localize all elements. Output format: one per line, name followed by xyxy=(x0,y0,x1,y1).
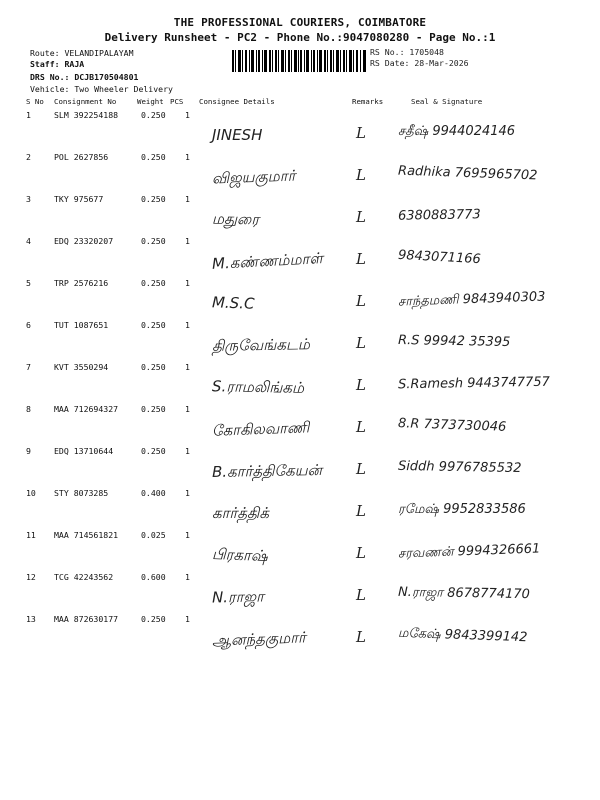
weight-value: 0.250 xyxy=(141,194,166,204)
consignee-handwriting: திருவேங்கடம் xyxy=(211,335,311,355)
consignee-handwriting: S.ராமலிங்கம் xyxy=(211,377,305,397)
consignee-handwriting: N.ராஜா xyxy=(211,587,265,607)
serial-number: 6 xyxy=(26,320,31,330)
remark-mark: L xyxy=(356,334,366,352)
remark-mark: L xyxy=(356,250,366,268)
pcs-count: 1 xyxy=(185,446,190,456)
col-header-consignment: Consignment No xyxy=(54,97,117,106)
consignment-number: MAA 714561821 xyxy=(54,530,119,540)
col-header-weight: Weight xyxy=(137,97,164,106)
consignee-handwriting: பிரகாஷ் xyxy=(211,545,268,565)
serial-number: 11 xyxy=(26,530,36,540)
remark-mark: L xyxy=(356,460,366,478)
remark-mark: L xyxy=(356,166,366,184)
remark-mark: L xyxy=(356,586,366,604)
consignment-number: EDQ 23320207 xyxy=(54,236,114,246)
consignment-number: POL 2627856 xyxy=(54,152,109,162)
vehicle-text: Vehicle: Two Wheeler Delivery xyxy=(30,84,173,94)
serial-number: 3 xyxy=(26,194,31,204)
route-text: Route: VELANDIPALAYAM xyxy=(30,48,134,58)
signature-handwriting: 6380883773 xyxy=(397,207,481,224)
serial-number: 8 xyxy=(26,404,31,414)
consignment-number: TKY 975677 xyxy=(54,194,104,204)
signature-handwriting: Radhika 7695965702 xyxy=(397,163,538,184)
weight-value: 0.250 xyxy=(141,278,166,288)
consignment-number: EDQ 13710644 xyxy=(54,446,114,456)
pcs-count: 1 xyxy=(185,530,190,540)
remark-mark: L xyxy=(356,628,366,646)
weight-value: 0.250 xyxy=(141,152,166,162)
serial-number: 2 xyxy=(26,152,31,162)
consignment-number: TRP 2576216 xyxy=(54,278,109,288)
consignee-handwriting: விஜயகுமார் xyxy=(211,166,296,188)
serial-number: 9 xyxy=(26,446,31,456)
consignee-handwriting: கார்த்திக் xyxy=(212,504,269,522)
remark-mark: L xyxy=(356,208,366,226)
weight-value: 0.250 xyxy=(141,614,166,624)
weight-value: 0.250 xyxy=(141,446,166,456)
signature-handwriting: சாந்தமணி 9843940303 xyxy=(397,289,546,310)
signature-handwriting: சரவணன் 9994326661 xyxy=(397,541,541,562)
col-header-consignee: Consignee Details xyxy=(199,97,275,106)
weight-value: 0.400 xyxy=(141,488,166,498)
consignment-number: MAA 712694327 xyxy=(54,404,119,414)
pcs-count: 1 xyxy=(185,320,190,330)
rs-number: RS No.: 1705048 xyxy=(370,47,444,57)
consignment-number: STY 8073285 xyxy=(54,488,109,498)
weight-value: 0.250 xyxy=(141,236,166,246)
col-header-sno: S No xyxy=(26,97,44,106)
signature-handwriting: மகேஷ் 9843399142 xyxy=(397,625,528,646)
remark-mark: L xyxy=(356,376,366,394)
consignee-handwriting: ஆனந்தகுமார் xyxy=(211,628,307,650)
consignment-number: KVT 3550294 xyxy=(54,362,109,372)
signature-handwriting: சதீஷ் 9944024146 xyxy=(398,124,516,139)
company-title: THE PROFESSIONAL COURIERS, COIMBATORE xyxy=(173,16,427,29)
col-header-remarks: Remarks xyxy=(352,97,384,106)
remark-mark: L xyxy=(356,502,366,520)
pcs-count: 1 xyxy=(185,488,190,498)
pcs-count: 1 xyxy=(185,362,190,372)
signature-handwriting: ரமேஷ் 9952833586 xyxy=(398,502,526,517)
consignee-handwriting: மதுரை xyxy=(211,209,260,229)
consignee-handwriting: JINESH xyxy=(212,126,263,144)
consignee-handwriting: B.கார்த்திகேயன் xyxy=(211,461,323,481)
consignment-number: TUT 1087651 xyxy=(54,320,109,330)
consignment-number: MAA 872630177 xyxy=(54,614,119,624)
remark-mark: L xyxy=(356,544,366,562)
remark-mark: L xyxy=(356,292,366,310)
col-header-pcs: PCS xyxy=(170,97,184,106)
consignee-handwriting: M.S.C xyxy=(211,293,255,313)
consignment-number: TCG 42243562 xyxy=(54,572,114,582)
signature-handwriting: 8.R 7373730046 xyxy=(397,416,507,435)
weight-value: 0.250 xyxy=(141,320,166,330)
pcs-count: 1 xyxy=(185,572,190,582)
runsheet-subtitle: Delivery Runsheet - PC2 - Phone No.:9047080280 - Page No.:1 xyxy=(104,31,496,44)
serial-number: 10 xyxy=(26,488,36,498)
rs-date: RS Date: 28-Mar-2026 xyxy=(370,58,469,68)
pcs-count: 1 xyxy=(185,278,190,288)
signature-handwriting: R.S 99942 35395 xyxy=(397,333,511,350)
drs-number: DRS No.: DCJB170504801 xyxy=(30,72,139,82)
signature-handwriting: Siddh 9976785532 xyxy=(397,458,522,477)
staff-text: Staff: RAJA xyxy=(30,59,85,69)
remark-mark: L xyxy=(356,418,366,436)
col-header-signature: Seal & Signature xyxy=(411,97,483,106)
serial-number: 4 xyxy=(26,236,31,246)
pcs-count: 1 xyxy=(185,236,190,246)
pcs-count: 1 xyxy=(185,110,190,120)
signature-handwriting: S.Ramesh 9443747757 xyxy=(397,374,551,393)
serial-number: 1 xyxy=(26,110,31,120)
weight-value: 0.250 xyxy=(141,362,166,372)
remark-mark: L xyxy=(356,124,366,142)
signature-handwriting: N.ராஜா 8678774170 xyxy=(397,584,530,603)
pcs-count: 1 xyxy=(185,614,190,624)
pcs-count: 1 xyxy=(185,404,190,414)
pcs-count: 1 xyxy=(185,152,190,162)
weight-value: 0.250 xyxy=(141,110,166,120)
serial-number: 5 xyxy=(26,278,31,288)
consignee-handwriting: M.கண்ணம்மாள் xyxy=(211,249,324,273)
pcs-count: 1 xyxy=(185,194,190,204)
weight-value: 0.600 xyxy=(141,572,166,582)
consignee-handwriting: கோகிலவாணி xyxy=(211,418,310,440)
barcode xyxy=(232,50,366,72)
serial-number: 7 xyxy=(26,362,31,372)
serial-number: 12 xyxy=(26,572,36,582)
weight-value: 0.025 xyxy=(141,530,166,540)
consignment-number: SLM 392254188 xyxy=(54,110,119,120)
weight-value: 0.250 xyxy=(141,404,166,414)
signature-handwriting: 9843071166 xyxy=(397,247,482,268)
serial-number: 13 xyxy=(26,614,36,624)
